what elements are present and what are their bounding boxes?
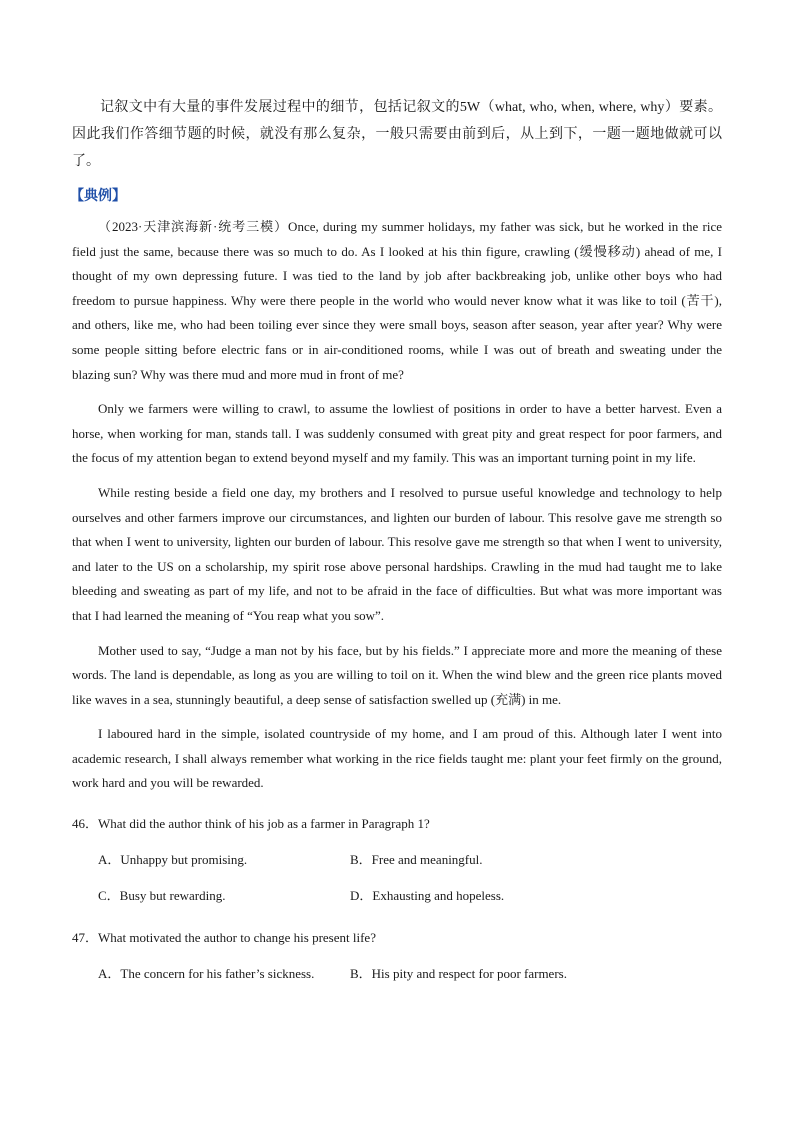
passage-paragraph-5: I laboured hard in the simple, isolated countryside of my home, and I am proud of this. Although later I went into academic research, I shall always remember what working in the rice fields taught me: plant your feet firmly on the ground, work hard and you will be rewarded. [72,726,722,791]
question-46-option-b: B．Free and meaningful. [350,852,483,868]
passage-paragraph-4: Mother used to say, “Judge a man not by his face, but by his fields.” I appreciate more and more the meaning of these words. The land is dependable, as long as you are willing to toil on it. When the wind blew and the green rice plants moved like waves in a sea, stunningly beautiful, a deep sense of satisfaction swelled up (充满) in me. [72,642,722,707]
question-47-option-a: A．The concern for his father’s sickness. [98,966,315,982]
question-46-option-c: C．Busy but rewarding. [98,888,226,904]
question-46-options-row-2 [72,878,722,914]
question-47-options-row-1 [72,956,722,992]
question-46-option-a: A．Unhappy but promising. [98,852,248,868]
passage-paragraph-2: Only we farmers were willing to crawl, to assume the lowliest of positions in order to have a better harvest. Even a horse, when working for man, stands tall. I was suddenly consumed with great pity and great respect for poor farmers, and the focus of my attention began to extend beyond myself and my family. This was an important turning point in my life. [72,401,722,466]
question-46-option-d: D．Exhausting and hopeless. [350,888,505,904]
document-page [72,94,722,992]
passage-paragraph-1: （2023·天津滨海新·统考三模）Once, during my summer holidays, my father was sick, but he worked in the rice field just the same, because there was so much to do. As I looked at his thin figure, crawling (缓慢移动) ahead of me, I thought of my own depressing future. I was tied to the land by job after backbreaking job, unlike other boys who had freedom to pursue happiness. Why were there people in the world who would never know what it was like to toil (苦干), and others, like me, who had been toiling ever since they were small boys, season after season, year after year? Why were some people sitting before electric fans or in air-conditioned rooms, while I was out of breath and sweating under the blazing sun? Why was there mud and more mud in front of me? [72,219,722,382]
question-46-stem: 46．What did the author think of his job as a farmer in Paragraph 1? [72,816,430,832]
question-46-options-row-1 [72,842,722,878]
question-47-stem: 47．What motivated the author to change his present life? [72,930,376,946]
intro-paragraph: 记叙文中有大量的事件发展过程中的细节，包括记叙文的5W（what, who, when, where, why）要素。因此我们作答细节题的时候，就没有那么复杂，一般只需要由前到后，从上到下，一题一题地做就可以了。 [72,100,722,169]
passage-paragraph-3: While resting beside a field one day, my brothers and I resolved to pursue useful knowledge and technology to help ourselves and other farmers improve our circumstances, and lighten our burden of labour. This resolve gave me strength so that when I went to university, lighten our burden of labour. This resolve gave me strength so that when I went to university, and later to the US on a scholarship, my spirit rose above personal hardships. Crawling in the mud had taught me to lake bleeding and sweating as part of my life, and not to be afraid in the face of difficulties. But what was more important was that I had learned the meaning of “You reap what you sow”. [72,484,722,623]
question-47-option-b: B．His pity and respect for poor farmers. [350,966,567,982]
example-label: 【典例】 [70,188,126,204]
